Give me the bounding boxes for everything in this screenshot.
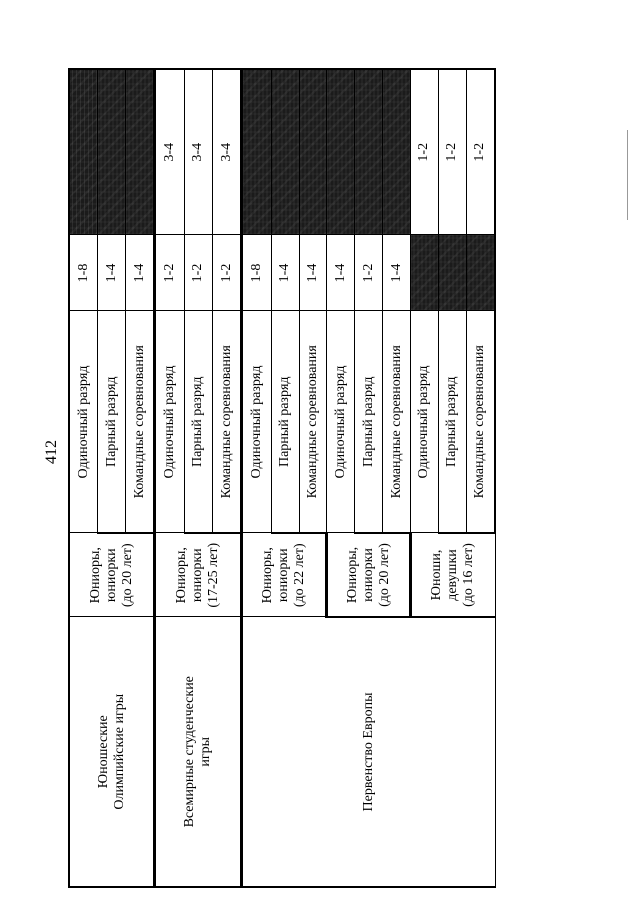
place-range-cell: 3-4 bbox=[212, 69, 241, 235]
event-type-cell: Парный разряд bbox=[438, 311, 466, 533]
rotated-page-content bbox=[68, 70, 496, 888]
place-range-cell: 1-2 bbox=[184, 235, 212, 311]
place-range-cell: 1-2 bbox=[466, 69, 495, 235]
place-range-cell: 1-8 bbox=[69, 235, 98, 311]
redacted-cell bbox=[383, 69, 411, 235]
place-range-cell: 1-2 bbox=[411, 69, 439, 235]
age-group-cell: Юниоры, юниорки (до 20 лет) bbox=[327, 533, 411, 617]
redacted-cell bbox=[355, 69, 383, 235]
competition-name-cell: Юношеские Олимпийские игры bbox=[69, 617, 155, 887]
event-type-cell: Парный разряд bbox=[355, 311, 383, 533]
page-number: 412 bbox=[43, 440, 60, 464]
place-range-cell: 1-2 bbox=[212, 235, 241, 311]
event-type-cell: Парный разряд bbox=[184, 311, 212, 533]
redacted-cell bbox=[327, 69, 355, 235]
place-range-cell: 1-2 bbox=[438, 69, 466, 235]
place-range-cell: 1-4 bbox=[98, 235, 126, 311]
redacted-cell bbox=[69, 69, 98, 235]
place-range-cell: 3-4 bbox=[155, 69, 184, 235]
redacted-cell bbox=[271, 69, 299, 235]
event-type-cell: Командные соревнования bbox=[299, 311, 327, 533]
table-row bbox=[69, 69, 98, 887]
event-type-cell: Командные соревнования bbox=[383, 311, 411, 533]
event-type-cell: Командные соревнования bbox=[466, 311, 495, 533]
place-range-cell: 1-4 bbox=[327, 235, 355, 311]
sports-ranking-table bbox=[68, 68, 496, 888]
place-range-cell: 1-8 bbox=[242, 235, 271, 311]
age-group-cell: Юниоры, юниорки (17-25 лет) bbox=[155, 533, 242, 617]
redacted-cell bbox=[242, 69, 271, 235]
competition-name-cell: Первенство Европы bbox=[242, 617, 495, 887]
redacted-cell bbox=[438, 235, 466, 311]
event-type-cell: Командные соревнования bbox=[126, 311, 155, 533]
place-range-cell: 1-4 bbox=[126, 235, 155, 311]
redacted-cell bbox=[98, 69, 126, 235]
event-type-cell: Одиночный разряд bbox=[242, 311, 271, 533]
event-type-cell: Командные соревнования bbox=[212, 311, 241, 533]
age-group-cell: Юниоры, юниорки (до 22 лет) bbox=[242, 533, 327, 617]
competition-name-cell: Всемирные студенческие игры bbox=[155, 617, 242, 887]
table-row bbox=[242, 69, 271, 887]
table-row bbox=[155, 69, 184, 887]
event-type-cell: Одиночный разряд bbox=[411, 311, 439, 533]
redacted-cell bbox=[466, 235, 495, 311]
event-type-cell: Одиночный разряд bbox=[69, 311, 98, 533]
event-type-cell: Парный разряд bbox=[271, 311, 299, 533]
age-group-cell: Юноши, девушки (до 16 лет) bbox=[411, 533, 496, 617]
event-type-cell: Одиночный разряд bbox=[155, 311, 184, 533]
place-range-cell: 1-4 bbox=[271, 235, 299, 311]
place-range-cell: 3-4 bbox=[184, 69, 212, 235]
age-group-cell: Юниоры, юниорки (до 20 лет) bbox=[69, 533, 155, 617]
place-range-cell: 1-2 bbox=[355, 235, 383, 311]
redacted-cell bbox=[411, 235, 439, 311]
event-type-cell: Одиночный разряд bbox=[327, 311, 355, 533]
scan-artifact-line bbox=[627, 130, 628, 220]
redacted-cell bbox=[126, 69, 155, 235]
redacted-cell bbox=[299, 69, 327, 235]
event-type-cell: Парный разряд bbox=[98, 311, 126, 533]
table-body bbox=[69, 69, 495, 887]
place-range-cell: 1-4 bbox=[299, 235, 327, 311]
place-range-cell: 1-4 bbox=[383, 235, 411, 311]
place-range-cell: 1-2 bbox=[155, 235, 184, 311]
